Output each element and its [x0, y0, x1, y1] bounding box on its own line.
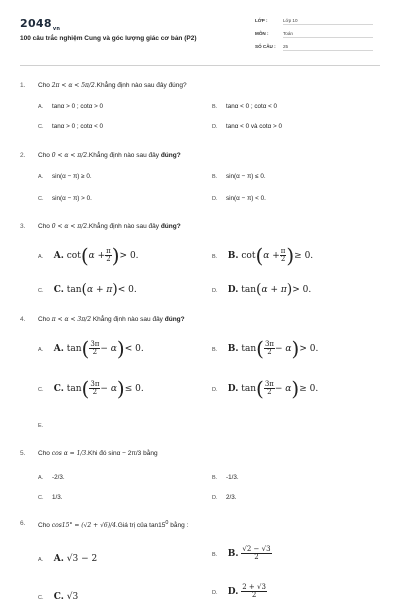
formula-func: tan	[241, 383, 257, 394]
formula-arg: − α	[100, 343, 117, 354]
option-letter: A.	[38, 557, 44, 563]
question-text	[38, 450, 158, 457]
formula-arg: α +	[263, 250, 280, 261]
option-c[interactable]	[38, 123, 103, 130]
option-b[interactable]	[212, 103, 277, 110]
formula-func: tan	[241, 343, 257, 354]
question-number: 4.	[20, 316, 26, 323]
option-c[interactable]	[38, 378, 144, 398]
logo-suffix: vn	[52, 26, 61, 33]
option-c[interactable]	[38, 494, 63, 501]
option-letter: B.	[212, 104, 218, 110]
logo-text: 2048	[20, 17, 52, 30]
option-d[interactable]	[212, 378, 318, 398]
question-condition: 0 < α < π/2	[51, 152, 88, 159]
question-text-post: .Giá trị của tan15	[115, 522, 166, 530]
option-letter: B.	[212, 174, 218, 180]
formula-fraction	[264, 341, 275, 356]
formula-func: tan	[241, 284, 257, 295]
option-text: 2/3.	[226, 494, 237, 501]
option-d[interactable]	[212, 195, 266, 202]
header-divider	[20, 65, 380, 66]
option-text: sin(α − π) ≥ 0.	[52, 173, 92, 180]
formula-expr: √3	[66, 592, 79, 602]
option-formula	[227, 583, 267, 599]
option-letter: A.	[38, 104, 44, 110]
question-text	[38, 152, 181, 159]
question-number: 2.	[20, 152, 26, 159]
option-bold-letter: A.	[53, 343, 64, 354]
option-text: tanα < 0 ; cotα < 0	[226, 103, 278, 110]
formula-relation: ≥ 0.	[294, 250, 314, 261]
option-letter: D.	[212, 386, 218, 393]
meta-label: MÔN :	[255, 31, 269, 36]
formula-arg: − α	[100, 383, 117, 394]
option-letter: C.	[38, 287, 44, 294]
option-formula: D. tan(α + π)> 0.	[227, 281, 312, 297]
formula-func: cot	[66, 250, 81, 261]
option-formula: D. tan( $\frac{3\pi}{2}$ − α)≥ 0.	[227, 376, 319, 400]
option-b[interactable]	[212, 546, 272, 561]
question-condition: 2π < α < 5π/2	[51, 82, 95, 89]
formula-relation: ≤ 0.	[124, 383, 144, 394]
formula-relation: ≥ 0.	[299, 383, 319, 394]
formula-func: cot	[241, 250, 256, 261]
option-d[interactable]	[212, 494, 237, 501]
question-text	[38, 82, 187, 89]
option-text: -1/3.	[226, 474, 239, 481]
option-b[interactable]	[212, 173, 266, 180]
question-text-pre: Cho	[38, 82, 52, 89]
option-letter: C.	[38, 196, 44, 202]
option-letter: D.	[212, 124, 218, 130]
frac-numerator: √2 − √3	[242, 545, 271, 553]
option-bold-letter: B.	[227, 549, 239, 559]
frac-denominator: 2	[251, 591, 257, 599]
question-emphasis: đúng?	[164, 316, 185, 323]
question-text-post: .Khẳng định nào sau đây	[87, 223, 161, 230]
frac-numerator: 2 + √3	[242, 583, 266, 591]
option-c[interactable]	[38, 282, 137, 296]
option-c[interactable]	[38, 592, 78, 602]
option-d[interactable]	[212, 584, 267, 599]
page-title: 100 câu trắc nghiệm Cung và góc lượng giác cơ bản (P2)	[20, 35, 197, 42]
option-a[interactable]	[38, 245, 139, 265]
meta-count	[255, 44, 373, 51]
question-number: 6.	[20, 520, 26, 527]
question-text-pre: Cho	[38, 152, 52, 159]
option-formula: A. cot(α + $\frac{\pi}{2}$ )> 0.	[53, 243, 139, 267]
question-text-pre: Cho	[38, 316, 52, 323]
option-a[interactable]	[38, 173, 92, 180]
option-bold-letter: A.	[53, 250, 64, 261]
option-text: tanα > 0 ; cotα > 0	[52, 103, 104, 110]
option-text: sin(α − π) > 0.	[52, 195, 92, 202]
formula-arg: − α	[275, 343, 292, 354]
option-formula: C. tan(α + π)< 0.	[53, 281, 137, 297]
option-letter: E.	[38, 423, 44, 429]
meta-value: Toán	[283, 31, 373, 38]
question-text-pre: Cho	[38, 522, 52, 530]
question-number: 5.	[20, 450, 26, 457]
frac-denominator: 2	[267, 387, 272, 396]
question-text	[38, 316, 185, 323]
formula-fraction	[89, 381, 100, 396]
formula-fraction	[264, 381, 275, 396]
frac-numerator: π	[106, 246, 111, 255]
frac-denominator: 2	[280, 254, 286, 263]
meta-value: Lớp 10	[283, 18, 373, 25]
question-emphasis: đúng?	[160, 152, 181, 159]
option-text: sin(α − π) < 0.	[226, 195, 266, 202]
question-text-pre: Cho	[38, 223, 52, 230]
question-emphasis: đúng?	[160, 223, 181, 230]
formula-arg: − α	[274, 383, 292, 394]
option-formula: B. cot(α + $\frac{\pi}{2}$ )≥ 0.	[227, 243, 314, 267]
frac-numerator: π	[280, 246, 286, 255]
frac-numerator: 3π	[264, 339, 275, 348]
option-letter: B.	[212, 346, 218, 353]
formula-expr: √3 − 2	[66, 554, 98, 564]
option-b[interactable]	[212, 338, 318, 358]
option-bold-letter: C.	[53, 383, 64, 394]
option-bold-letter: A.	[53, 554, 64, 564]
option-letter: C.	[38, 124, 44, 130]
frac-numerator: 3π	[90, 379, 100, 388]
option-letter: C.	[38, 595, 44, 601]
option-letter: D.	[212, 495, 218, 501]
option-letter: A.	[38, 346, 44, 353]
question-text	[38, 223, 181, 230]
site-logo[interactable]	[20, 17, 60, 32]
formula-arg: α + π	[87, 284, 113, 295]
option-letter: D.	[212, 287, 218, 294]
option-bold-letter: B.	[227, 343, 239, 354]
option-letter: A.	[38, 475, 44, 481]
frac-denominator: 2	[254, 553, 259, 561]
option-a[interactable]	[38, 103, 103, 110]
formula-func: tan	[66, 343, 82, 354]
formula-fraction	[241, 546, 271, 561]
question-condition: 0 < α < π/2	[51, 223, 88, 230]
question-number: 1.	[20, 82, 26, 89]
formula-relation: < 0.	[117, 284, 137, 295]
option-d[interactable]	[212, 282, 311, 296]
question-condition: π < α < 3π/2	[51, 316, 92, 323]
frac-denominator: 2	[92, 347, 98, 356]
degree-superscript: 0	[165, 520, 169, 526]
option-bold-letter: B.	[227, 250, 239, 261]
option-letter: C.	[38, 386, 44, 393]
option-letter: A.	[38, 253, 44, 260]
option-letter: B.	[212, 475, 218, 481]
formula-func: tan	[66, 383, 82, 394]
option-formula: B. tan( $\frac{3\pi}{2}$ − α)> 0.	[227, 336, 319, 360]
question-text	[38, 520, 188, 529]
option-formula	[227, 545, 272, 561]
meta-label: LỚP :	[255, 18, 268, 23]
option-formula	[54, 554, 97, 564]
frac-denominator: 2	[106, 254, 111, 263]
frac-denominator: 2	[92, 387, 98, 396]
option-text: tanα > 0 ; cotα < 0	[52, 123, 104, 130]
question-text-post2: bằng :	[168, 522, 189, 530]
frac-numerator: 3π	[90, 339, 100, 348]
meta-class	[255, 18, 373, 25]
formula-relation: > 0.	[292, 284, 312, 295]
option-bold-letter: C.	[53, 592, 64, 602]
question-text-post: .Khẳng định nào sau đây	[87, 152, 161, 159]
option-letter: C.	[38, 495, 44, 501]
question-condition: cos15° = (√2 + √6)/4	[51, 522, 116, 530]
option-letter: A.	[38, 174, 44, 180]
option-text: sin(α − π) ≤ 0.	[226, 173, 266, 180]
question-text-post: .Khi đó sinα − 2π/3 bằng	[86, 450, 158, 457]
option-letter: D.	[212, 590, 218, 596]
meta-value: 25	[283, 44, 373, 51]
option-formula: C. tan( $\frac{3\pi}{2}$ − α)≤ 0.	[53, 376, 144, 400]
option-text: -2/3.	[52, 474, 65, 481]
option-bold-letter: D.	[227, 383, 239, 394]
question-condition: cos α = 1/3	[51, 450, 87, 457]
option-text: tanα < 0 và cotα > 0	[226, 123, 282, 130]
meta-label: SỐ CÂU :	[255, 44, 276, 49]
formula-arg: α +	[88, 250, 106, 261]
question-text-pre: Cho	[38, 450, 52, 457]
formula-func: tan	[66, 284, 82, 295]
option-bold-letter: C.	[53, 284, 64, 295]
option-a[interactable]	[38, 474, 65, 481]
option-c[interactable]	[38, 195, 92, 202]
option-letter: B.	[212, 253, 218, 260]
option-a[interactable]	[38, 554, 97, 564]
meta-subject	[255, 31, 373, 38]
formula-fraction	[89, 341, 100, 356]
option-letter: B.	[212, 552, 218, 558]
option-b[interactable]	[212, 474, 239, 481]
option-bold-letter: D.	[227, 587, 239, 597]
option-formula: A. tan( $\frac{3\pi}{2}$ − α)< 0.	[53, 336, 144, 360]
formula-fraction	[241, 584, 267, 599]
option-b[interactable]	[212, 245, 313, 265]
option-text: 1/3.	[52, 494, 63, 501]
formula-relation: > 0.	[119, 250, 139, 261]
formula-relation: > 0.	[299, 343, 319, 354]
option-formula	[54, 592, 78, 602]
formula-fraction	[105, 248, 112, 263]
question-text-post: .Khẳng định nào sau đây đúng?	[94, 82, 187, 89]
option-a[interactable]	[38, 338, 144, 358]
question-text-post: Khẳng định nào sau đây	[91, 316, 165, 323]
option-letter: D.	[212, 196, 218, 202]
option-d[interactable]	[212, 123, 282, 130]
question-number: 3.	[20, 223, 26, 230]
option-e[interactable]	[38, 422, 52, 429]
formula-arg: α + π	[261, 284, 287, 295]
formula-relation: < 0.	[124, 343, 144, 354]
option-bold-letter: D.	[227, 284, 239, 295]
frac-numerator: 3π	[264, 379, 274, 388]
frac-denominator: 2	[267, 347, 272, 356]
